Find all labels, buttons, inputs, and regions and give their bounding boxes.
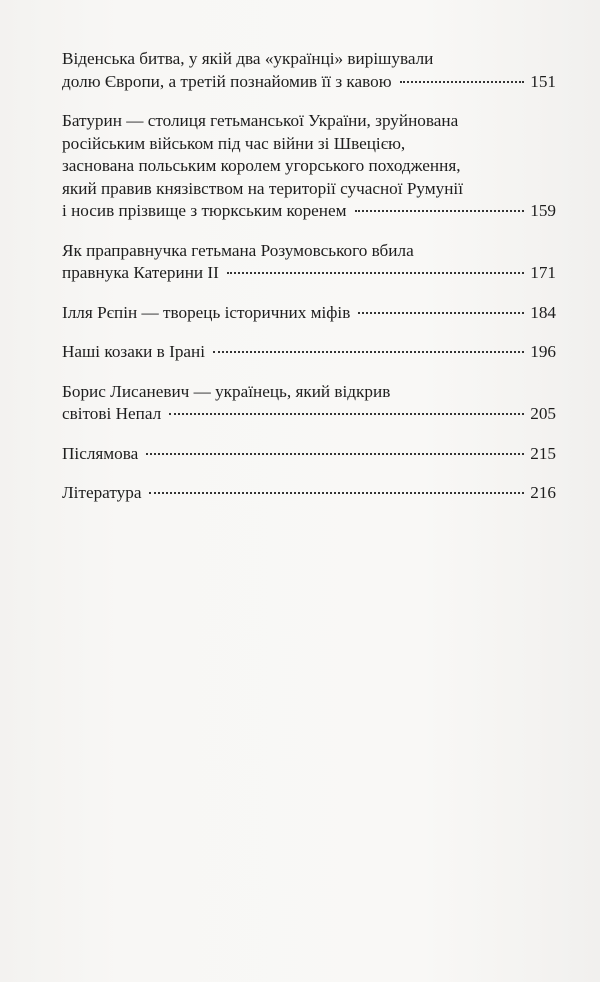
toc-entry-text-line: російським військом під час війни зі Швецією, (62, 133, 406, 153)
toc-entry-vienna (62, 48, 556, 93)
toc-entry-text-line: Батурин — столиця гетьманської України, зруйнована (62, 111, 459, 130)
toc-entry-text-line: Віденська битва, у якій два «українці» вирішували (62, 49, 434, 68)
dot-leader (355, 210, 525, 212)
toc-entry-rozumovsky (62, 240, 556, 285)
dot-leader (400, 81, 525, 83)
toc-entry-lysanevych (62, 381, 556, 426)
toc-entry-text-line: Наші козаки в Ірані (62, 342, 206, 361)
toc-page-number: 159 (530, 201, 556, 220)
toc-entry-text-line: правнука Катерини II (62, 263, 219, 282)
toc-page-number: 184 (530, 302, 556, 322)
dot-leader (146, 453, 524, 455)
toc-entry-repin (62, 302, 556, 325)
toc-page-number: 215 (530, 443, 556, 463)
toc-entry-cossacks-iran (62, 341, 556, 364)
toc-page-number: 205 (530, 404, 556, 423)
toc-page-number: 171 (530, 263, 556, 282)
toc-entry-text-line: долю Європи, а третій познайомив її з кавою (62, 71, 392, 91)
toc-entry-text-line: Ілля Рєпін — творець історичних міфів (62, 302, 351, 322)
toc-entry-text-line: Як праправнучка гетьмана Розумовського вбила (62, 240, 414, 260)
toc-page-number: 216 (530, 483, 556, 502)
toc-entry-afterword (62, 443, 556, 466)
toc-entry-literature (62, 482, 556, 505)
dot-leader (358, 312, 524, 314)
toc-entry-text-line: який правив князівством на території сучасної Румунії (62, 178, 463, 198)
toc-entry-baturyn (62, 110, 556, 223)
toc-entry-text-line: Післямова (62, 443, 139, 463)
dot-leader (169, 413, 524, 415)
toc-entry-text-line: світові Непал (62, 404, 162, 423)
dot-leader (227, 272, 524, 274)
toc-entry-text-line: Борис Лисаневич — українець, який відкрив (62, 381, 391, 401)
toc-entry-text-line: заснована польським королем угорського походження, (62, 156, 461, 175)
toc-page-number: 151 (530, 71, 556, 91)
toc-entry-text-line: Література (62, 483, 142, 502)
dot-leader (149, 492, 524, 494)
toc-entry-text-line: і носив прізвище з тюркським коренем (62, 201, 347, 220)
dot-leader (213, 351, 524, 353)
table-of-contents (62, 48, 556, 522)
toc-page-number: 196 (530, 342, 556, 361)
